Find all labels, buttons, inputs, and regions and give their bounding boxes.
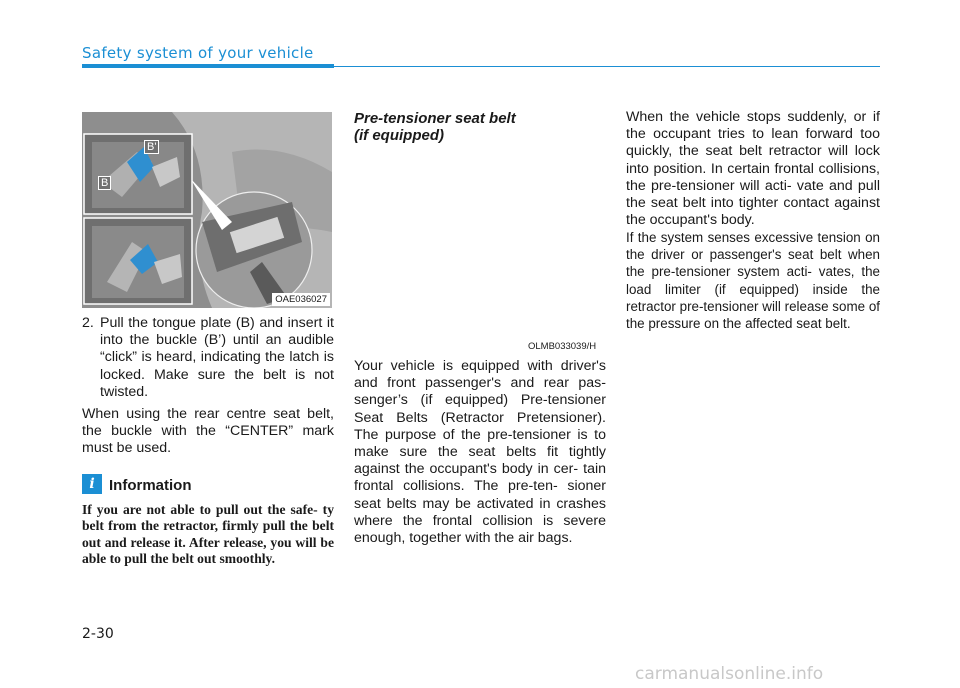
page-number: 2-30 xyxy=(82,626,114,642)
rear-centre-note: When using the rear centre seat belt, the buckle with the “CENTER” mark must be used. xyxy=(82,406,334,457)
section-title: Safety system of your vehicle xyxy=(82,44,314,62)
step-2 xyxy=(82,315,334,401)
watermark: carmanualsonline.info xyxy=(635,664,824,684)
pretensioner-figure xyxy=(354,150,606,338)
heading-line-2: (if equipped) xyxy=(354,127,444,144)
heading-line-1: Pre-tensioner seat belt xyxy=(354,110,516,127)
section-heading xyxy=(354,110,516,144)
load-limiter-para: If the system senses excessive tension on the driver or passenger's seat belt when the pre-tensioner system acti- vates, the load limiter (if equipped) inside the retractor pre-tensioner will release some of the pressure on the affected seat belt. xyxy=(626,230,880,332)
header-rule-thin xyxy=(334,66,880,67)
step-text: Pull the tongue plate (B) and insert it into the buckle (B’) until an audible “click” is heard, indicating the latch is locked. Make sure the belt is not twisted. xyxy=(100,315,334,400)
pretensioner-description: Your vehicle is equipped with driver's and front passenger's and rear pas- senger’s (if equipped) Pre-tensioner Seat Belts (Retractor Pretensioner). The purpose of the pre-tensioner is to make sure the seat belts fit tightly against the occupant's body in cer- tain frontal collisions. The pre-ten- sioner seat belts may be activated in crashes where the frontal collision is severe enough, together with the air bags. xyxy=(354,358,606,547)
label-b-prime: B' xyxy=(144,140,159,154)
figure-code: OLMB033039/H xyxy=(528,341,597,352)
buckle-illustration xyxy=(82,112,332,308)
figure-code: OAE036027 xyxy=(272,293,330,306)
retractor-lock-para: When the vehicle stops suddenly, or if the occupant tries to lean forward too quickly, the seat belt retractor will lock into position. In certain frontal collisions, the pre-tensioner will acti- vate and pull the seat belt into tighter contact against the occupant's body. xyxy=(626,109,880,229)
header-rule-thick xyxy=(82,64,334,68)
info-icon: i xyxy=(82,474,102,494)
info-text: If you are not able to pull out the safe- ty belt from the retractor, firmly pull the belt out and release it. After release, you will be able to pull the belt out smoothly. xyxy=(82,502,334,566)
step-number: 2. xyxy=(82,315,94,331)
buckle-illustration-art xyxy=(82,112,332,308)
label-b: B xyxy=(98,176,111,190)
info-title: Information xyxy=(109,477,192,494)
